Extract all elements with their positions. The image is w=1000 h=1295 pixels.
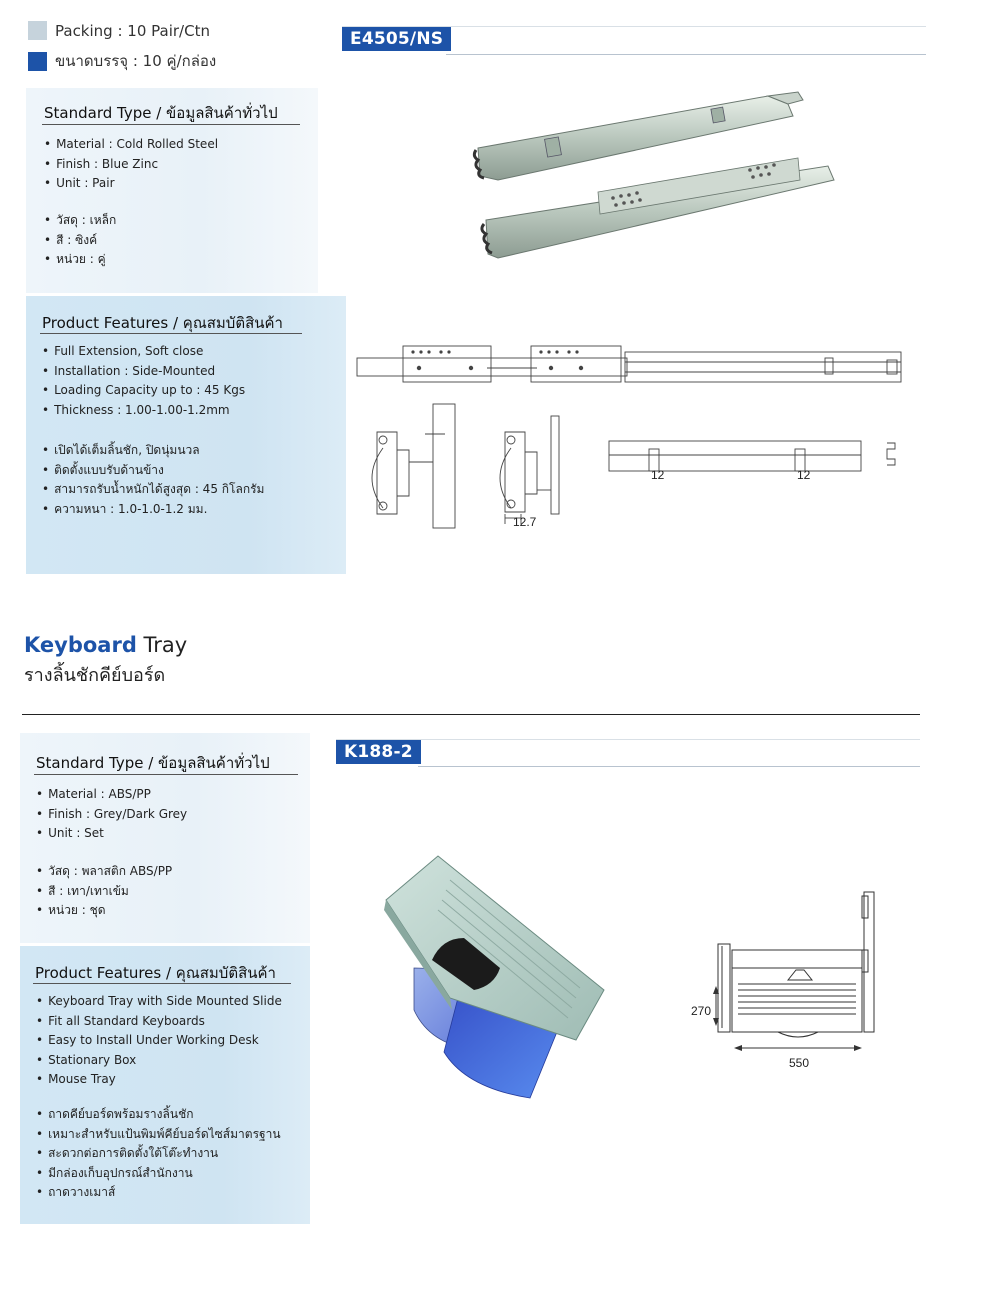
list-item: • หน่วย : คู่ <box>44 250 116 270</box>
kb-model-line <box>418 766 920 767</box>
kb-standard-title: Standard Type / ข้อมูลสินค้าทั่วไป <box>36 754 270 772</box>
slide-standard-rule <box>42 124 300 125</box>
packing-text-th: ขนาดบรรจุ : 10 คู่/กล่อง <box>55 52 217 70</box>
keyboard-title-secondary: Tray <box>136 633 188 657</box>
slide-model-topline <box>342 26 926 27</box>
list-item: • ติดตั้งแบบรับด้านข้าง <box>42 461 264 481</box>
list-item: • เหมาะสำหรับแป้นพิมพ์คีย์บอร์ดไซส์มาตรฐาน <box>36 1125 281 1145</box>
list-item: • Unit : Pair <box>44 174 218 194</box>
list-item: • Easy to Install Under Working Desk <box>36 1031 282 1051</box>
section-divider <box>22 714 920 715</box>
list-item: • ความหนา : 1.0-1.0-1.2 มม. <box>42 500 264 520</box>
list-item: • Finish : Blue Zinc <box>44 155 218 175</box>
tray-depth-label: 270 <box>691 1004 712 1018</box>
list-item: • Installation : Side-Mounted <box>42 362 245 382</box>
list-item: • Material : Cold Rolled Steel <box>44 135 218 155</box>
list-item: • Fit all Standard Keyboards <box>36 1012 282 1032</box>
list-item: • เปิดได้เต็มลิ้นชัก, ปิดนุ่มนวล <box>42 441 264 461</box>
list-item: • สามารถรับน้ำหนักได้สูงสุด : 45 กิโลกรัม <box>42 480 264 500</box>
packing-swatch-light <box>28 21 47 40</box>
slide-standard-title: Standard Type / ข้อมูลสินค้าทั่วไป <box>44 104 278 122</box>
packing-swatch-blue <box>28 52 47 71</box>
kb-features-rule <box>33 983 291 984</box>
slide-features-panel <box>26 296 346 574</box>
list-item: • Full Extension, Soft close <box>42 342 245 362</box>
list-item: • Loading Capacity up to : 45 Kgs <box>42 381 245 401</box>
slide-features-title: Product Features / คุณสมบัติสินค้า <box>42 314 283 332</box>
list-item: • สี : เทา/เทาเข้ม <box>36 882 172 902</box>
packing-legend-en <box>28 21 210 40</box>
slide-features-list-en <box>42 342 245 420</box>
keyboard-tray-drawing <box>688 888 888 1073</box>
section-width-label: 12.7 <box>513 515 537 529</box>
slide-model-line <box>446 54 926 55</box>
slide-drawing-sections <box>355 400 565 535</box>
list-item: • ถาดคีย์บอร์ดพร้อมรางลิ้นชัก <box>36 1105 281 1125</box>
slide-standard-list-en <box>44 135 218 194</box>
slide-model-tag: E4505/NS <box>342 27 451 51</box>
kb-features-list-en <box>36 992 282 1090</box>
list-item: • สี : ซิงค์ <box>44 231 116 251</box>
kb-standard-rule <box>34 774 298 775</box>
kb-standard-list-en <box>36 785 187 844</box>
kb-model-topline <box>336 739 920 740</box>
list-item: • Unit : Set <box>36 824 187 844</box>
list-item: • สะดวกต่อการติดตั้งใต้โต๊ะทำงาน <box>36 1144 281 1164</box>
slide-drawing-side <box>605 435 905 485</box>
list-item: • Keyboard Tray with Side Mounted Slide <box>36 992 282 1012</box>
list-item: • หน่วย : ชุด <box>36 901 172 921</box>
kb-features-list-th <box>36 1105 281 1203</box>
list-item: • Thickness : 1.00-1.00-1.2mm <box>42 401 245 421</box>
slide-features-rule <box>40 333 302 334</box>
list-item: • Stationary Box <box>36 1051 282 1071</box>
list-item: • Finish : Grey/Dark Grey <box>36 805 187 825</box>
list-item: • วัสดุ : เหล็ก <box>44 211 116 231</box>
slide-standard-list-th <box>44 211 116 270</box>
keyboard-section-title <box>24 633 187 657</box>
slide-photo <box>468 88 848 268</box>
tray-width-label: 550 <box>789 1056 810 1070</box>
keyboard-tray-photo <box>380 850 610 1105</box>
list-item: • Material : ABS/PP <box>36 785 187 805</box>
bracket-label-a: 12 <box>651 468 665 482</box>
list-item: • มีกล่องเก็บอุปกรณ์สำนักงาน <box>36 1164 281 1184</box>
slide-drawing-top <box>355 340 905 390</box>
keyboard-title-primary: Keyboard <box>24 633 137 657</box>
bracket-label-b: 12 <box>797 468 811 482</box>
list-item: • Mouse Tray <box>36 1070 282 1090</box>
kb-standard-list-th <box>36 862 172 921</box>
packing-legend-th <box>28 49 216 73</box>
packing-text-en: Packing : 10 Pair/Ctn <box>55 21 210 40</box>
list-item: • วัสดุ : พลาสติก ABS/PP <box>36 862 172 882</box>
keyboard-section-subtitle: รางลิ้นชักคีย์บอร์ด <box>24 665 166 686</box>
slide-features-list-th <box>42 441 264 519</box>
list-item: • ถาดวางเมาส์ <box>36 1183 281 1203</box>
kb-model-tag: K188-2 <box>336 740 421 764</box>
kb-features-title: Product Features / คุณสมบัติสินค้า <box>35 964 276 982</box>
